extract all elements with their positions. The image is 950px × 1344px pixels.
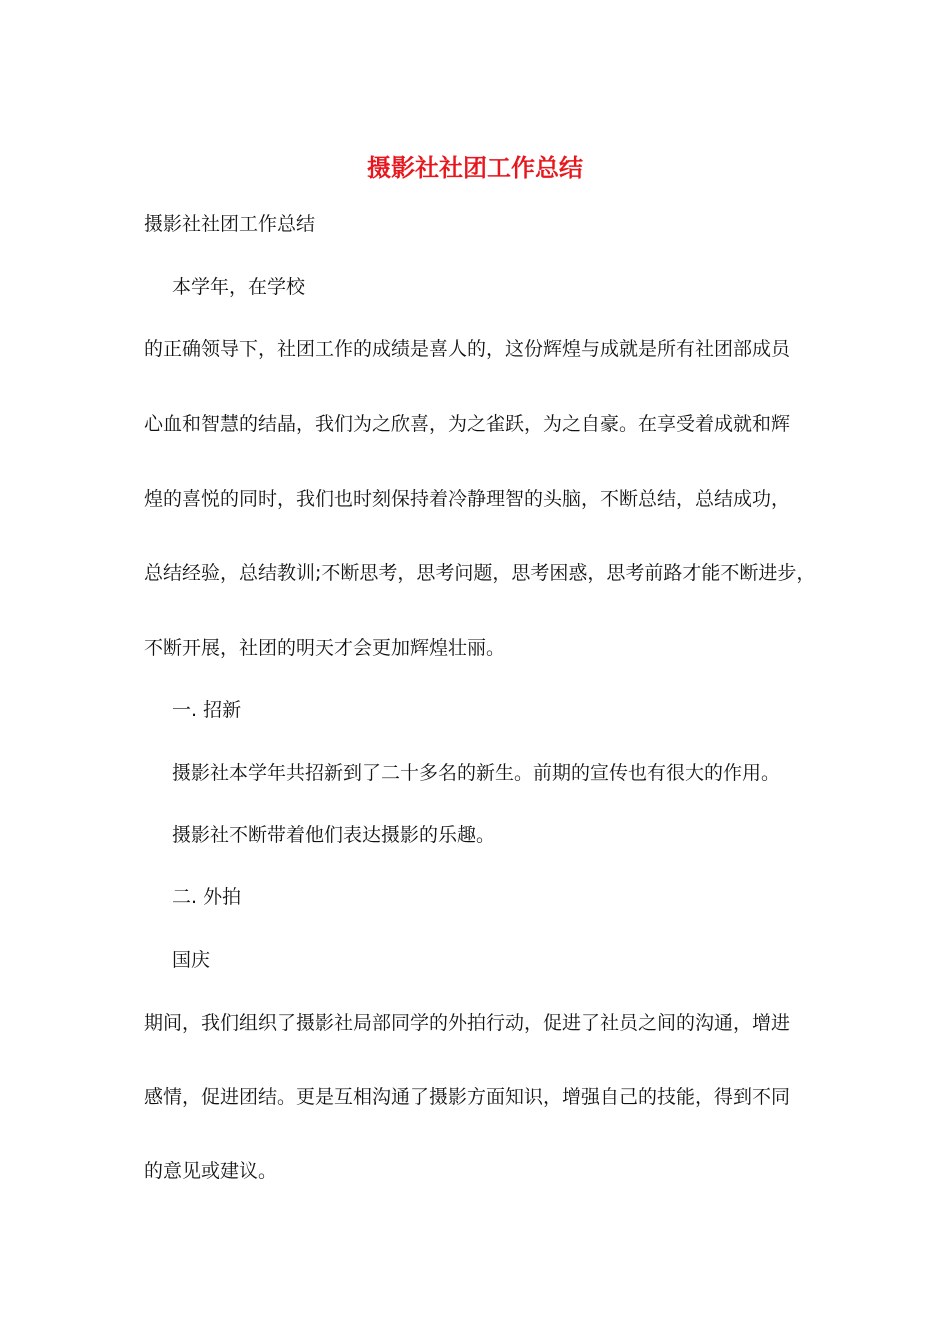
paragraph-line: 煌的喜悦的同时，我们也时刻保持着冷静理智的头脑，不断总结，总结成功，: [144, 488, 791, 510]
document-title: 摄影社社团工作总结: [367, 153, 583, 182]
document-subtitle: 摄影社社团工作总结: [144, 213, 316, 235]
paragraph-line: 总结经验，总结教训;不断思考，思考问题，思考困惑，思考前路才能不断进步，: [144, 562, 816, 584]
paragraph-line: 本学年，在学校: [172, 276, 306, 298]
paragraph-line: 摄影社本学年共招新到了二十多名的新生。前期的宣传也有很大的作用。: [172, 762, 781, 784]
paragraph-line: 的意见或建议。: [144, 1160, 278, 1182]
paragraph-line: 心血和智慧的结晶，我们为之欣喜，为之雀跃，为之自豪。在享受着成就和辉: [144, 413, 791, 435]
paragraph-line: 感情，促进团结。更是互相沟通了摄影方面知识，增强自己的技能，得到不同: [144, 1086, 791, 1108]
section-heading: 一. 招新: [172, 699, 242, 721]
paragraph-line: 国庆: [172, 949, 211, 971]
paragraph-line: 期间，我们组织了摄影社局部同学的外拍行动，促进了社员之间的沟通，增进: [144, 1012, 791, 1034]
section-heading: 二. 外拍: [172, 886, 242, 908]
paragraph-line: 不断开展，社团的明天才会更加辉煌壮丽。: [144, 637, 506, 659]
paragraph-line: 的正确领导下，社团工作的成绩是喜人的，这份辉煌与成就是所有社团部成员: [144, 338, 791, 360]
paragraph-line: 摄影社不断带着他们表达摄影的乐趣。: [172, 824, 496, 846]
